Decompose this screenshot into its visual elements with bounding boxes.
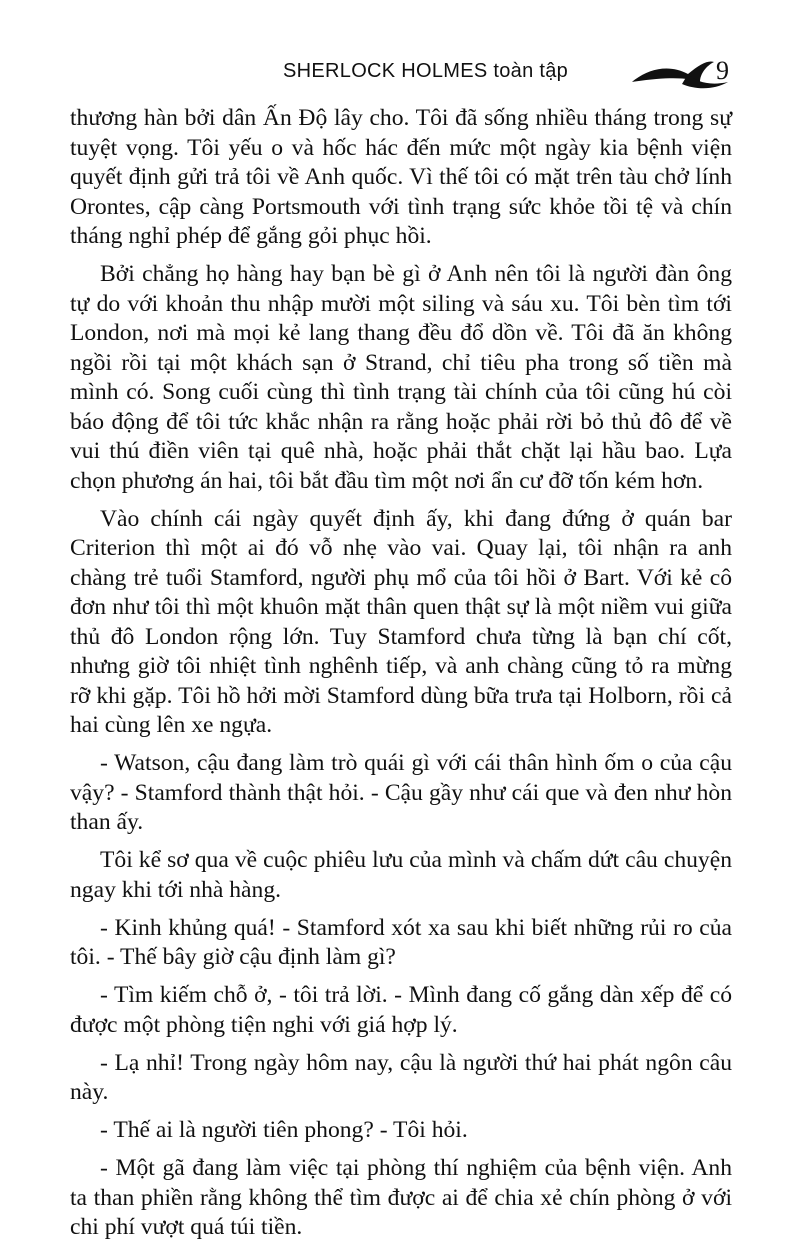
- page-header: [0, 52, 800, 96]
- paragraph: Bởi chẳng họ hàng hay bạn bè gì ở Anh nên tôi là người đàn ông tự do với khoản thu nhập mười một siling và sáu xu. Tôi bèn tìm tới London, nơi mà mọi kẻ lang thang đều đổ dồn về. Tôi đã ăn không ngồi rồi tại một khách sạn ở Strand, chỉ tiêu pha trong số tiền mà mình có. Song cuối cùng thì tình trạng tài chính của tôi cũng hú còi báo động để tôi tức khắc nhận ra rằng hoặc phải rời bỏ thủ đô để về vui thú điền viên tại quê nhà, hoặc phải thắt chặt lại hầu bao. Lựa chọn phương án hai, tôi bắt đầu tìm một nơi ẩn cư đỡ tốn kém hơn.: [70, 261, 732, 494]
- paragraph: - Một gã đang làm việc tại phòng thí nghiệm của bệnh viện. Anh ta than phiền rằng không thể tìm được ai để chia xẻ chín phòng ở với chi phí vượt quá túi tiền.: [70, 1155, 732, 1240]
- swoosh-ornament-icon: [630, 52, 730, 96]
- paragraph: thương hàn bởi dân Ấn Độ lây cho. Tôi đã sống nhiều tháng trong sự tuyệt vọng. Tôi yếu o và hốc hác đến mức một ngày kia bệnh viện quyết định gửi trả tôi về Anh quốc. Vì thế tôi có mặt trên tàu chở lính Orontes, cập càng Portsmouth với tình trạng sức khỏe tồi tệ và chín tháng nghỉ phép để gắng gỏi phục hồi.: [70, 105, 732, 249]
- paragraph: Tôi kể sơ qua về cuộc phiêu lưu của mình và chấm dứt câu chuyện ngay khi tới nhà hàng.: [70, 847, 732, 903]
- paragraph: - Thế ai là người tiên phong? - Tôi hỏi.: [100, 1117, 468, 1143]
- paragraph: - Tìm kiếm chỗ ở, - tôi trả lời. - Mình đang cố gắng dàn xếp để có được một phòng tiện nghi với giá hợp lý.: [70, 982, 732, 1038]
- page-number: 9: [716, 56, 729, 85]
- running-title: SHERLOCK HOLMES toàn tập: [283, 60, 569, 82]
- paragraph: Vào chính cái ngày quyết định ấy, khi đang đứng ở quán bar Criterion thì một ai đó vỗ nhẹ vào vai. Quay lại, tôi nhận ra anh chàng trẻ tuổi Stamford, người phụ mổ của tôi hồi ở Bart. Với kẻ cô đơn như tôi thì một khuôn mặt thân quen thật sự là một niềm vui giữa thủ đô London rộng lớn. Tuy Stamford chưa từng là bạn chí cốt, nhưng giờ tôi nhiệt tình nghênh tiếp, và anh chàng cũng tỏ ra mừng rỡ khi gặp. Tôi hồ hởi mời Stamford dùng bữa trưa tại Holborn, rồi cả hai cùng lên xe ngựa.: [70, 505, 732, 738]
- paragraph: - Watson, cậu đang làm trò quái gì với cái thân hình ốm o của cậu vậy? - Stamford thành thật hỏi. - Cậu gầy như cái que và đen như hòn than ấy.: [70, 750, 732, 835]
- page-body: [70, 104, 732, 1251]
- paragraph: - Kinh khủng quá! - Stamford xót xa sau khi biết những rủi ro của tôi. - Thế bây giờ cậu định làm gì?: [70, 914, 732, 970]
- paragraph: - Lạ nhỉ! Trong ngày hôm nay, cậu là người thứ hai phát ngôn câu này.: [70, 1049, 732, 1105]
